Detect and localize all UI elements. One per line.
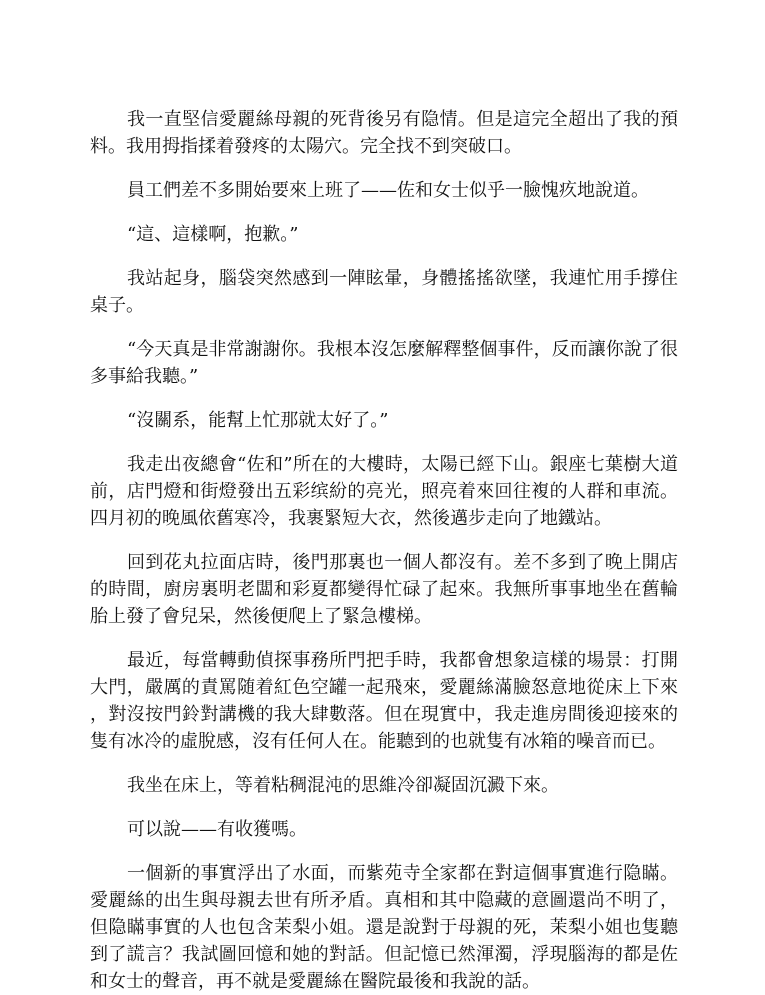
paragraph-7: 我走出夜總會“佐和”所在的大樓時，太陽已經下山。銀座七葉樹大道前，店門燈和街燈發出五彩缤紛的亮光，照亮着來回往複的人群和車流。四月初的晚風依舊寒冷，我裹緊短大衣，然後邁步走向了地鐵站。	[90, 454, 678, 529]
paragraph-2: 員工們差不多開始要來上班了——佐和女士似乎一臉愧疚地說道。	[127, 180, 649, 201]
paragraph-1: 我一直堅信愛麗絲母親的死背後另有隐情。但是這完全超出了我的預料。我用拇指揉着發疼的太陽穴。完全找不到突破口。	[90, 109, 678, 157]
paragraph-5: “今天真是非常謝謝你。我根本沒怎麼解釋整個事件，反而讓你說了很多事給我聽。”	[90, 339, 678, 387]
paragraph-10: 我坐在床上，等着粘稠混沌的思維冷卻凝固沉澱下來。	[127, 775, 559, 796]
paragraph-8: 回到花丸拉面店時，後門那裏也一個人都沒有。差不多到了晚上開店的時間，廚房裏明老闆和彩夏都變得忙碌了起來。我無所事事地坐在舊輪胎上發了會兒呆，然後便爬上了緊急樓梯。	[90, 552, 678, 627]
paragraph-3: “這、這樣啊，抱歉。”	[127, 224, 299, 245]
paragraph-6: “沒關系，能幫上忙那就太好了。”	[127, 410, 389, 431]
paragraph-11: 可以說——有收獲嗎。	[127, 819, 307, 840]
paragraph-9: 最近，每當轉動偵探事務所門把手時，我都會想象這樣的場景：打開大門，嚴厲的責罵随着紅色空罐一起飛來，愛麗絲滿臉怒意地從床上下來，對沒按門鈴對講機的我大肆數落。但在現實中，我走進房間後迎接來的隻有冰冷的虛脫感，沒有任何人在。能聽到的也就隻有冰箱的噪音而已。	[90, 650, 678, 752]
paragraph-12: 一個新的事實浮出了水面，而紫苑寺全家都在對這個事實進行隐瞞。愛麗絲的出生與母親去世有所矛盾。真相和其中隐藏的意圖還尚不明了，但隐瞞事實的人也包含茉梨小姐。還是說對于母親的死，茉梨小姐也隻聽到了謊言？我試圖回憶和她的對話。但記憶已然渾濁，浮現腦海的都是佐和女士的聲音，再不就是愛麗絲在醫院最後和我說的話。	[90, 863, 678, 992]
body-text	[90, 106, 678, 995]
paragraph-4: 我站起身，腦袋突然感到一陣眩暈，身體搖搖欲墜，我連忙用手撐住桌子。	[90, 268, 678, 316]
